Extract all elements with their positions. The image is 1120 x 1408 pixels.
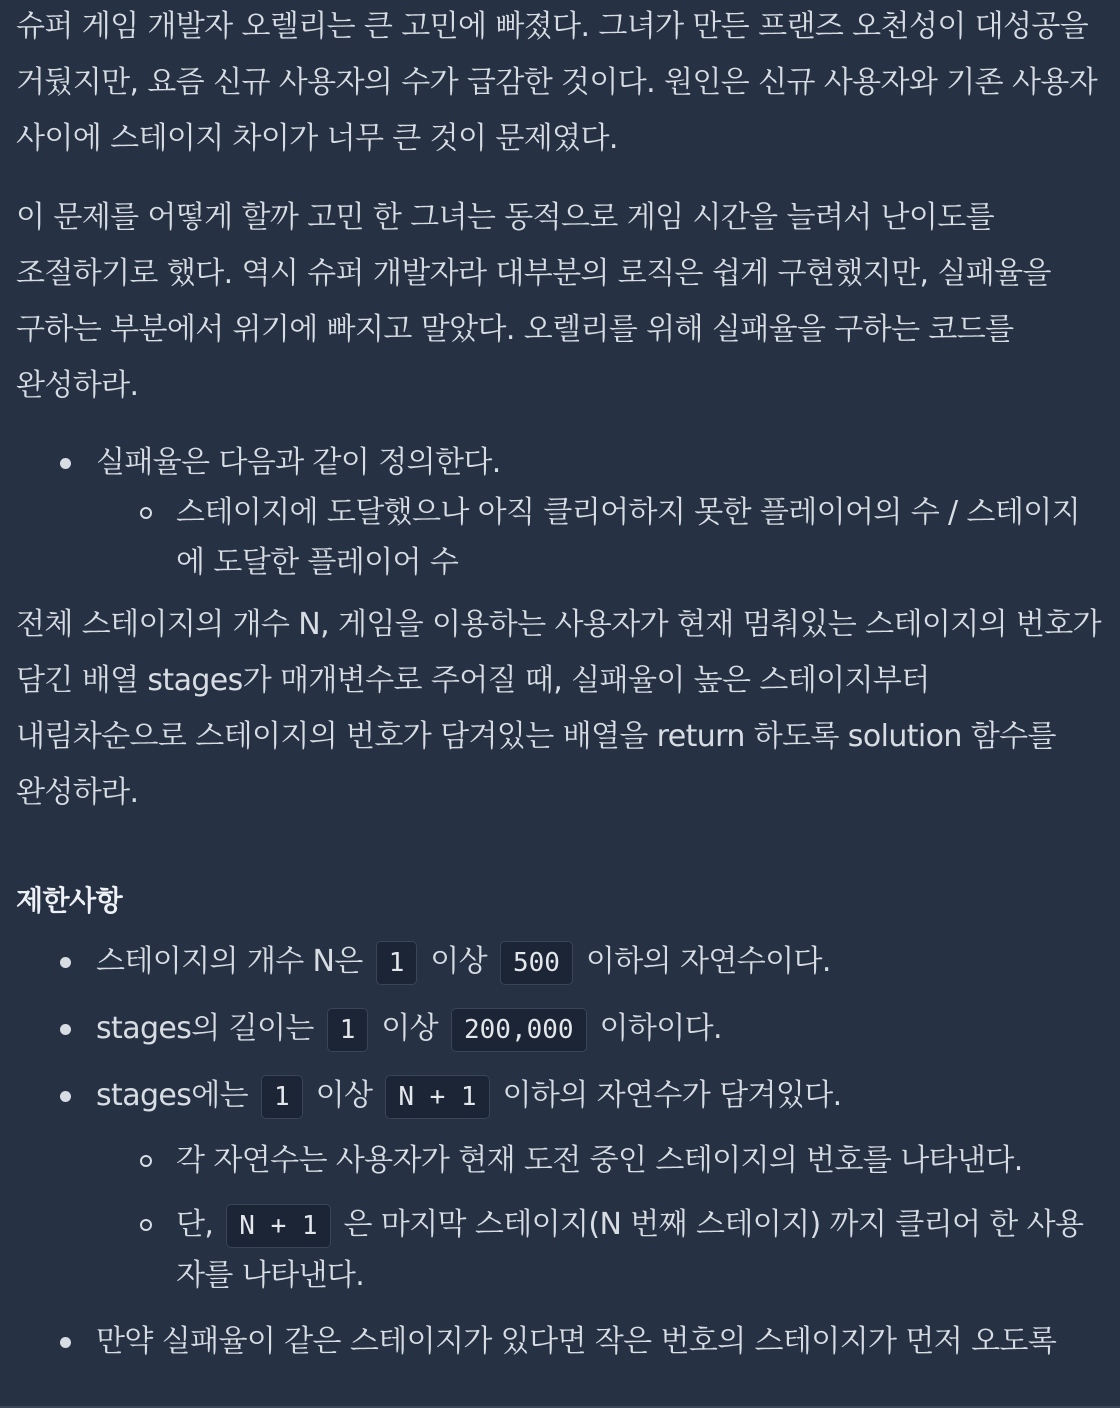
- inline-code: 1: [327, 1008, 369, 1052]
- constraint-text: 은 마지막 스테이지(N 번째 스테이지) 까지 클리어 한 사용자를 나타낸다.: [176, 1207, 1084, 1293]
- constraint-text: 이상: [430, 944, 488, 979]
- method-paragraph: 이 문제를 어떻게 할까 고민 한 그녀는 동적으로 게임 시간을 늘려서 난이도를 조절하기로 했다. 역시 슈퍼 개발자라 대부분의 로직은 쉽게 구현했지만, 실패율을 구하는 부분에서 위기에 빠지고 말았다. 오렐리를 위해 실패율을 구하는 코드를 완성하라.: [16, 200, 1051, 403]
- constraint-item: [16, 1071, 1106, 1301]
- constraint-text: 이하의 자연수가 담겨있다.: [502, 1078, 842, 1113]
- constraint-text: 만약 실패율이 같은 스테이지가 있다면 작은 번호의 스테이지가 먼저 오도록: [96, 1324, 1057, 1359]
- list-item: [16, 438, 1106, 588]
- constraint-text: 이하이다.: [599, 1011, 722, 1046]
- inline-code: 1: [376, 941, 418, 985]
- inline-code: N + 1: [226, 1204, 330, 1248]
- problem-description: [16, 0, 1106, 1383]
- constraint-item: [16, 1004, 1106, 1055]
- constraint-text: 이상: [381, 1011, 439, 1046]
- inline-code: 500: [500, 941, 573, 985]
- constraint-text: 단,: [176, 1207, 214, 1242]
- inline-code: 1: [261, 1075, 303, 1119]
- constraint-item: [16, 1317, 1106, 1367]
- constraint-text: 스테이지의 개수 N은: [96, 944, 363, 979]
- failure-rate-list: [16, 438, 1106, 588]
- constraint-text: 이상: [315, 1078, 373, 1113]
- inline-code: N + 1: [385, 1075, 489, 1119]
- constraint-text: stages의 길이는: [96, 1011, 314, 1046]
- task-paragraph: 전체 스테이지의 개수 N, 게임을 이용하는 사용자가 현재 멈춰있는 스테이지의 번호가 담긴 배열 stages가 매개변수로 주어질 때, 실패율이 높은 스테이지부터 내림차순으로 스테이지의 번호가 담겨있는 배열을 return 하도록 solution 함수를 완성하라.: [16, 607, 1102, 810]
- constraint-text: 각 자연수는 사용자가 현재 도전 중인 스테이지의 번호를 나타낸다.: [176, 1143, 1023, 1178]
- intro-paragraph: 슈퍼 게임 개발자 오렐리는 큰 고민에 빠졌다. 그녀가 만든 프랜즈 오천성이 대성공을 거뒀지만, 요즘 신규 사용자의 수가 급감한 것이다. 원인은 신규 사용자와 기존 사용자 사이에 스테이지 차이가 너무 큰 것이 문제였다.: [16, 9, 1098, 156]
- constraint-subitem: [96, 1200, 1106, 1301]
- constraint-sublist: [96, 1136, 1106, 1301]
- constraint-item: [16, 937, 1106, 988]
- list-item: [96, 488, 1106, 588]
- failure-rate-sublist: [96, 488, 1106, 588]
- constraint-text: stages에는: [96, 1078, 249, 1113]
- failure-rate-definition: 스테이지에 도달했으나 아직 클리어하지 못한 플레이어의 수 / 스테이지에 도달한 플레이어 수: [176, 495, 1081, 580]
- constraints-heading: 제한사항: [16, 884, 123, 917]
- inline-code: 200,000: [451, 1008, 587, 1052]
- constraint-text: 이하의 자연수이다.: [585, 944, 831, 979]
- constraints-list: [16, 937, 1106, 1367]
- failure-rate-item: 실패율은 다음과 같이 정의한다.: [96, 445, 501, 480]
- constraint-subitem: [96, 1136, 1106, 1186]
